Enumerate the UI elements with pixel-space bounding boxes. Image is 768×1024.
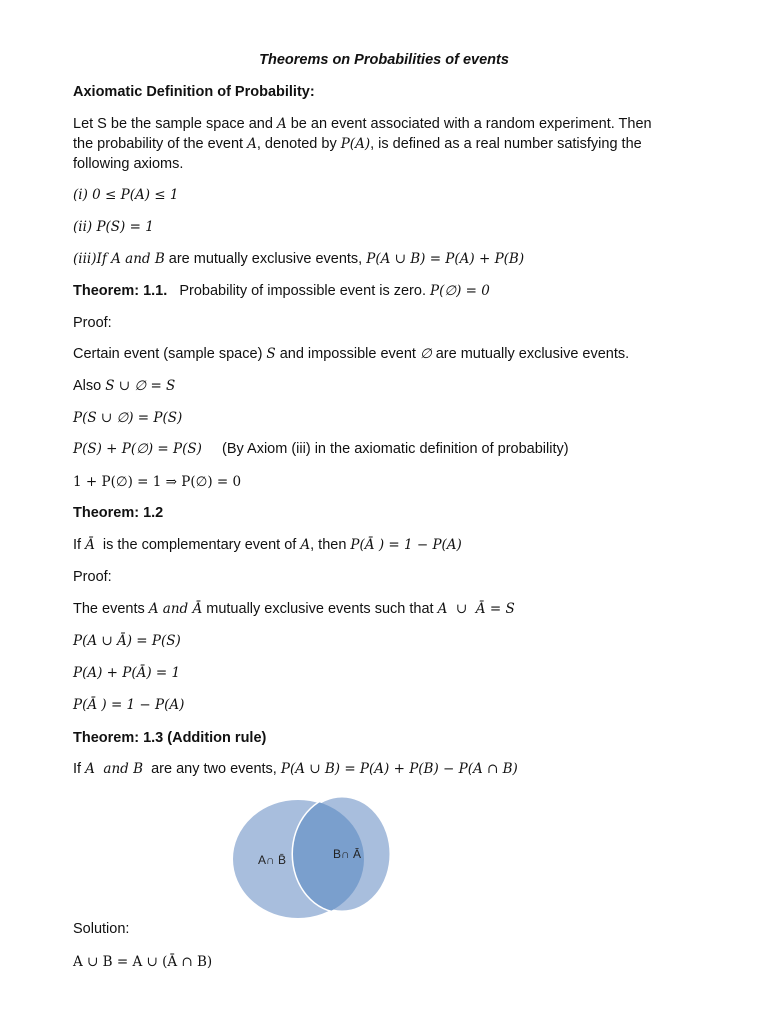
text: The events xyxy=(73,601,149,617)
text: Also xyxy=(73,378,106,394)
text: and impossible event xyxy=(275,346,420,362)
theorem-1-2-label: Theorem: 1.2 xyxy=(73,505,164,521)
proof-1-1-line-3: P(S ∪ ∅) = P(S) xyxy=(73,410,183,426)
text: the probability of the event xyxy=(73,136,248,152)
proof-1-1-line-2 xyxy=(73,376,175,396)
text: If xyxy=(73,537,86,553)
text: are mutually exclusive events. xyxy=(431,346,630,362)
text: (By Axiom (iii) in the axiomatic definition of probability) xyxy=(201,441,569,457)
math: S ∪ ∅ = S xyxy=(105,378,176,394)
math: Ā xyxy=(85,537,95,553)
math: P(∅) = 0 xyxy=(430,283,490,299)
proof-1-1-line-4 xyxy=(73,439,569,459)
math: (iii)If A and B xyxy=(73,251,165,267)
text: , is defined as a real number satisfying the xyxy=(370,136,642,152)
axiom-iii xyxy=(73,249,524,269)
math: A xyxy=(247,136,257,152)
proof-1-2-line-4: P(Ā ) = 1 − P(A) xyxy=(73,697,185,713)
proof-1-2-line-2: P(A ∪ Ā) = P(S) xyxy=(73,633,181,649)
theorem-1-3-label: Theorem: 1.3 (Addition rule) xyxy=(73,730,267,746)
text: , denoted by xyxy=(256,136,341,152)
venn-diagram xyxy=(228,794,398,924)
math: P(A ∪ B) = P(A) + P(B) xyxy=(366,251,525,267)
text: Let S be the sample space and xyxy=(73,116,277,132)
proof-1-1-line-1 xyxy=(73,344,629,364)
text: If xyxy=(73,761,86,777)
text: , then xyxy=(310,537,351,553)
proof-label-2: Proof: xyxy=(73,569,112,585)
venn-right-label: B∩ Ā xyxy=(333,847,361,861)
axiom-i: (i) 0 ≤ P(A) ≤ 1 xyxy=(73,187,179,203)
intro-line-3: following axioms. xyxy=(73,156,184,172)
theorem-1-1 xyxy=(73,281,490,301)
axiom-ii: (ii) P(S) = 1 xyxy=(73,219,154,235)
math: A ∪ Ā = S xyxy=(437,601,515,617)
solution-line-1: A ∪ B = A ∪ (Ā ∩ B) xyxy=(73,954,213,970)
proof-label: Proof: xyxy=(73,315,112,331)
math: P(A ∪ B) = P(A) + P(B) − P(A ∩ B) xyxy=(280,761,518,777)
axiomatic-heading: Axiomatic Definition of Probability: xyxy=(73,84,315,100)
math: A xyxy=(276,116,287,132)
text: Probability of impossible event is zero. xyxy=(167,283,431,299)
theorem-label: Theorem: 1.1. xyxy=(73,283,168,299)
venn-left-label: A∩ B̄ xyxy=(258,853,286,867)
math: A xyxy=(300,537,311,553)
text: are any two events, xyxy=(143,761,281,777)
proof-1-2-line-1 xyxy=(73,599,515,619)
intro-line-2 xyxy=(73,134,642,154)
document-title: Theorems on Probabilities of events xyxy=(259,52,509,68)
solution-label: Solution: xyxy=(73,921,130,937)
math: P(S) + P(∅) = P(S) xyxy=(73,441,202,457)
math: A and Ā xyxy=(148,601,203,617)
text: mutually exclusive events such that xyxy=(202,601,438,617)
proof-1-1-line-5: 1 + P(∅) = 1 ⇒ P(∅) = 0 xyxy=(73,474,242,490)
theorem-1-2-statement xyxy=(73,535,462,555)
text: are mutually exclusive events, xyxy=(164,251,367,267)
math: ∅ xyxy=(419,346,432,362)
math: P(A) xyxy=(340,136,371,152)
math: A and B xyxy=(85,761,144,777)
math: S xyxy=(266,346,276,362)
theorem-1-3-statement xyxy=(73,759,518,779)
text: is the complementary event of xyxy=(94,537,301,553)
intro-line-1 xyxy=(73,114,652,134)
proof-1-2-line-3: P(A) + P(Ā) = 1 xyxy=(73,665,181,681)
math: P(Ā ) = 1 − P(A) xyxy=(350,537,462,553)
text: be an event associated with a random experiment. Then xyxy=(286,116,652,132)
text: Certain event (sample space) xyxy=(73,346,267,362)
